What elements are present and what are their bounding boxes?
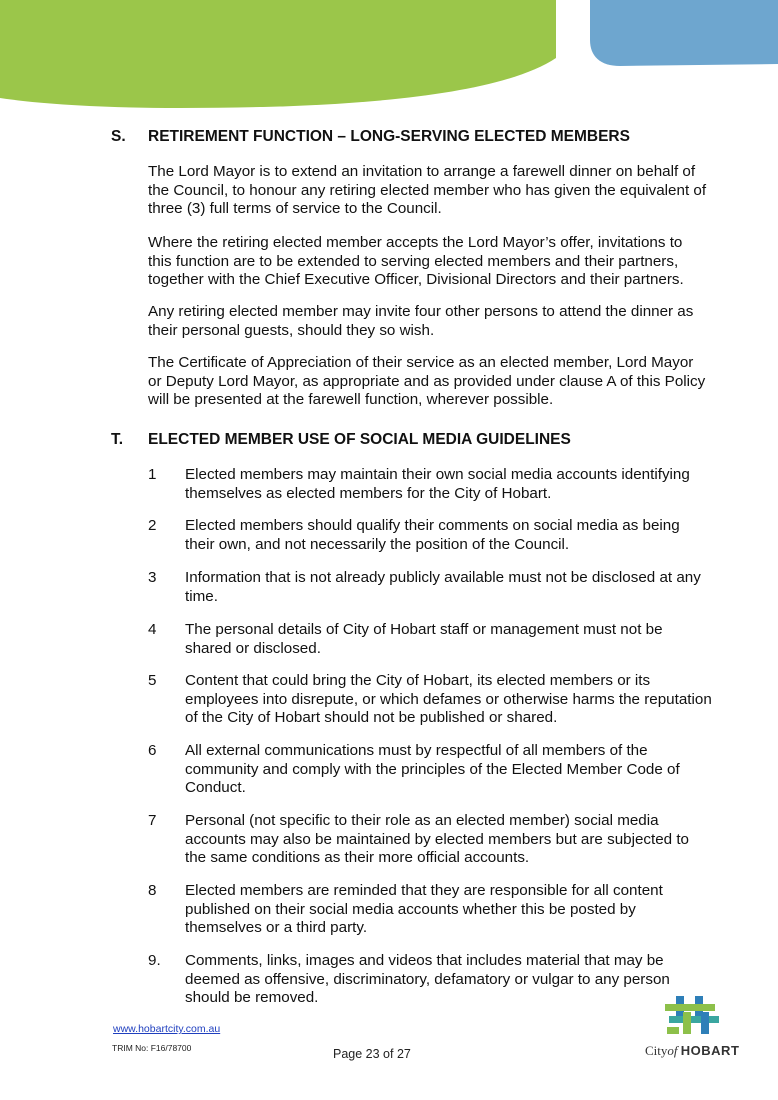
- logo-of: of: [667, 1043, 678, 1058]
- logo-hobart: HOBART: [680, 1043, 740, 1058]
- guideline-number: 8: [148, 882, 157, 899]
- header-banner: [0, 0, 778, 120]
- section-t-title: ELECTED MEMBER USE OF SOCIAL MEDIA GUIDELINES: [148, 431, 571, 448]
- page-number: Page 23 of 27: [333, 1047, 411, 1061]
- logo-city: City: [645, 1043, 668, 1058]
- guideline-number: 5: [148, 672, 157, 689]
- section-s-paragraph: The Lord Mayor is to extend an invitation to arrange a farewell dinner on behalf of the Council, to honour any retiring elected member who has given the equivalent of three (3) full terms of service to the Council.: [148, 163, 707, 217]
- guideline-number: 9.: [148, 952, 161, 969]
- guideline-text: The personal details of City of Hobart staff or management must not be shared or disclosed.: [185, 621, 663, 657]
- guideline-text: Information that is not already publicly available must not be disclosed at any time.: [185, 569, 701, 605]
- guideline-number: 1: [148, 466, 157, 483]
- guideline-number: 3: [148, 569, 157, 586]
- section-t-heading: [111, 431, 571, 449]
- guideline-text: Elected members may maintain their own social media accounts identifying themselves as elected members for the City of Hobart.: [185, 466, 690, 502]
- guideline-text: Comments, links, images and videos that includes material that may be deemed as offensive, discriminatory, defamatory or vulgar to any person should be removed.: [185, 952, 670, 1006]
- guideline-text: Elected members are reminded that they are responsible for all content published on their social media accounts whether this be posted by themselves or a third party.: [185, 882, 663, 936]
- section-s-heading: [111, 128, 630, 146]
- website-link[interactable]: www.hobartcity.com.au: [113, 1023, 221, 1035]
- section-s-letter: S.: [111, 128, 126, 145]
- section-s-title: RETIREMENT FUNCTION – LONG-SERVING ELECTED MEMBERS: [148, 128, 630, 145]
- guideline-number: 2: [148, 517, 157, 534]
- section-s-paragraph: The Certificate of Appreciation of their service as an elected member, Lord Mayor or Deputy Lord Mayor, as appropriate and as provided under clause A of this Policy will be presented at the farewell function, wherever possible.: [148, 354, 706, 408]
- guideline-text: All external communications must by respectful of all members of the community and comply with the principles of the Elected Member Code of Conduct.: [185, 742, 680, 796]
- banner-blue-shape: [590, 0, 778, 66]
- guideline-number: 6: [148, 742, 157, 759]
- guideline-number: 4: [148, 621, 157, 638]
- guideline-number: 7: [148, 812, 157, 829]
- city-of-hobart-logo-text: [645, 1043, 739, 1059]
- guideline-text: Content that could bring the City of Hobart, its elected members or its employees into disrepute, or which defames or otherwise harms the reputation of the City of Hobart should not be published or shared.: [185, 672, 712, 726]
- trim-number: TRIM No: F16/78700: [112, 1043, 192, 1053]
- section-s-paragraph: Any retiring elected member may invite four other persons to attend the dinner as their personal guests, should they so wish.: [148, 303, 694, 339]
- guideline-text: Personal (not specific to their role as an elected member) social media accounts may also be maintained by elected members but are subjected to the same conditions as their more official accounts.: [185, 812, 689, 866]
- section-s-paragraph: Where the retiring elected member accepts the Lord Mayor’s offer, invitations to this function are to be extended to serving elected members and their partners, together with the Chief Executive Officer, Divisional Directors and their partners.: [148, 234, 684, 288]
- guideline-text: Elected members should qualify their comments on social media as being their own, and not necessarily the position of the Council.: [185, 517, 680, 553]
- section-t-letter: T.: [111, 431, 124, 448]
- banner-green-shape: [0, 0, 556, 108]
